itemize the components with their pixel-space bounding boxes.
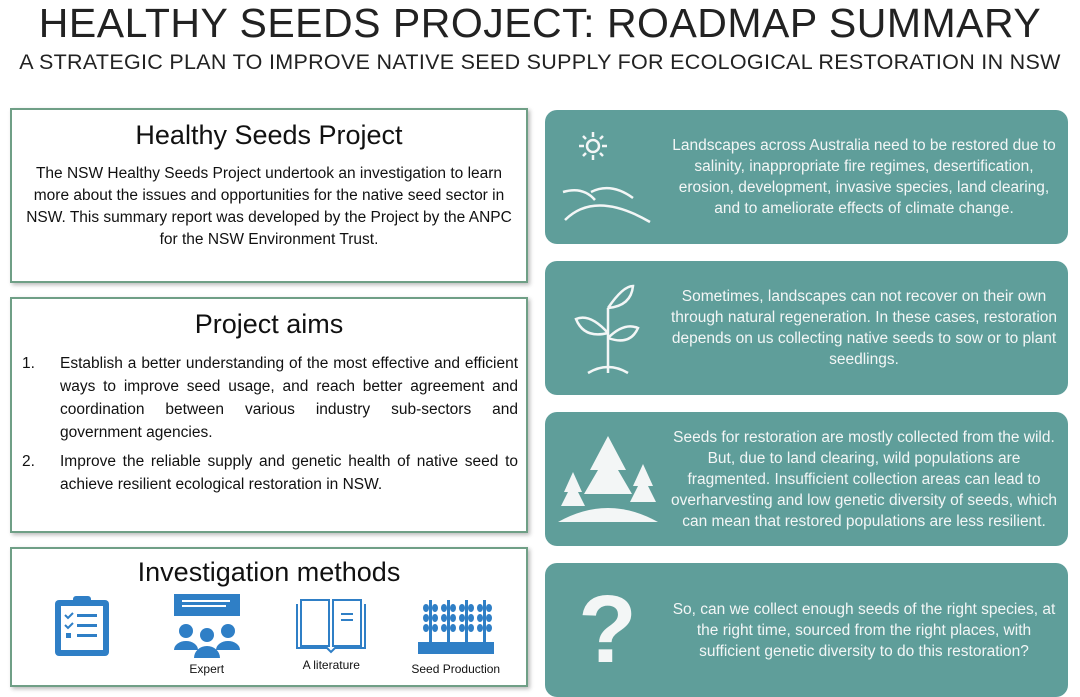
card-text: Landscapes across Australia need to be restored due to salinity, inappropriate fire regimes, desertification, erosion, development, invasive species, land clearing, and to ameliorate effects of climate change.	[672, 137, 1056, 217]
seedling-icon	[563, 278, 653, 378]
aim-text: Improve the reliable supply and genetic health of native seed to achieve resilient ecological restoration in NSW.	[60, 453, 518, 493]
method-label: Seed Production	[411, 662, 501, 676]
page-subtitle: A STRATEGIC PLAN TO IMPROVE NATIVE SEED SUPPLY FOR ECOLOGICAL RESTORATION IN NSW	[19, 50, 1061, 74]
methods-heading: Investigation methods	[137, 557, 401, 587]
trees-icon	[558, 434, 658, 524]
info-card	[545, 412, 1068, 546]
card-text: Seeds for restoration are mostly collected from the wild. But, due to land clearing, wild populations are fragmented. Insufficient collection areas can lead to overharvesting and low genetic diversity of seeds, which can mean that restored populations are less resilient.	[671, 428, 1057, 530]
method-label: A literature	[302, 658, 360, 672]
aim-text: Establish a better understanding of the most effective and efficient ways to improve seed usage, and reach better agreement and coordination between various industry sub-sectors and government agencies.	[60, 355, 518, 441]
aim-number: 1.	[22, 355, 35, 372]
method-item	[22, 594, 142, 676]
info-card	[545, 563, 1068, 697]
open-book-icon	[293, 594, 369, 654]
aims-box	[10, 297, 528, 533]
aim-item	[22, 450, 518, 496]
intro-box	[10, 108, 528, 283]
info-card	[545, 110, 1068, 244]
clipboard-checklist-icon	[53, 594, 111, 658]
page-title: HEALTHY SEEDS PROJECT: ROADMAP SUMMARY	[38, 0, 1042, 46]
method-label: Expert	[189, 662, 225, 676]
expert-group-icon	[172, 594, 242, 658]
method-item	[396, 594, 516, 676]
wheat-crop-icon	[416, 594, 496, 658]
info-card	[545, 261, 1068, 395]
question-mark-icon: ?	[578, 576, 637, 683]
aims-heading: Project aims	[194, 309, 344, 339]
aim-item	[22, 352, 518, 444]
card-text: Sometimes, landscapes can not recover on their own through natural regeneration. In these cases, restoration depends on us collecting native seeds to sow or to plant seedlings.	[670, 288, 1058, 368]
aim-number: 2.	[22, 453, 35, 470]
sun-hills-icon	[553, 122, 663, 232]
intro-heading: Healthy Seeds Project	[135, 120, 403, 150]
method-item	[147, 594, 267, 676]
method-item	[271, 594, 391, 676]
intro-body: The NSW Healthy Seeds Project undertook an investigation to learn more about the issues and opportunities for the native seed sector in NSW. This summary report was developed by the Project by the ANPC for the NSW Environment Trust.	[26, 165, 512, 248]
card-text: So, can we collect enough seeds of the right species, at the right time, sourced from the right places, with sufficient genetic diversity to do this restoration?	[672, 600, 1056, 660]
methods-box	[10, 547, 528, 687]
